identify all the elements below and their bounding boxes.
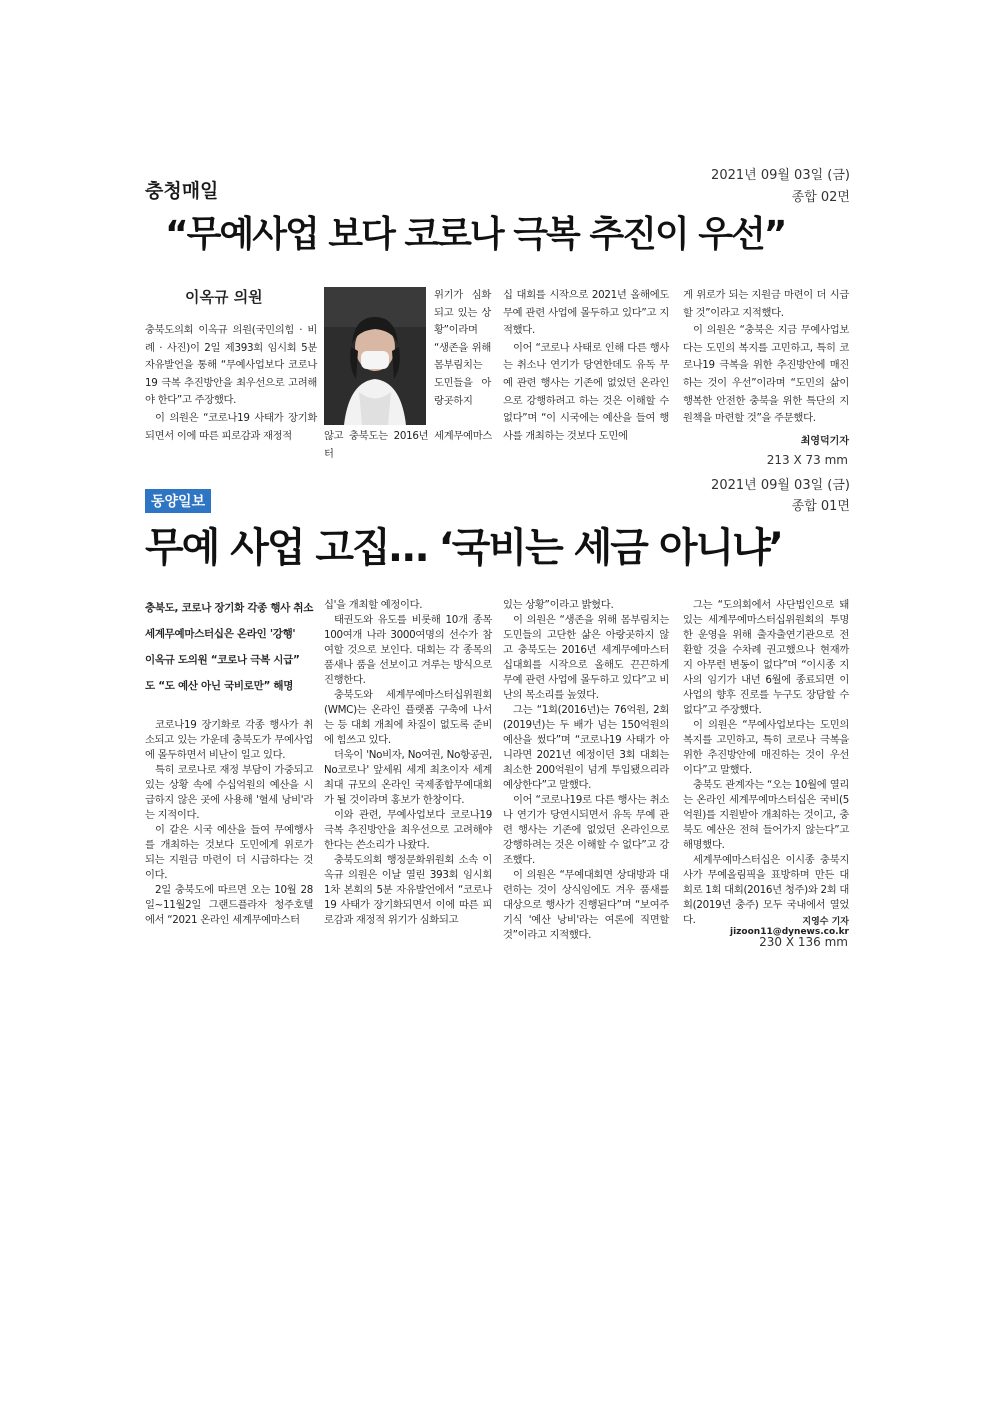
article1-column-4 [683,287,849,428]
paragraph: 십'을 개최할 예정이다. [324,599,423,611]
article1-headline: “무예사업 보다 코로나 극복 추진이 우선” [165,214,786,255]
paragraph: 충북도와 세계무예마스터십위원회(WMC)는 온라인 플랫폼 구축에 나서는 등 대회 개최에 차질이 없도록 준비에 힘쓰고 있다. [324,689,492,746]
article2-reporter: 지영수 기자 jizoon11@dynews.co.kr [730,917,849,937]
paragraph: 이 의원은 “생존을 위해 몸부림치는 도민들의 고단한 삶은 아랑곳하지 않고 충북도는 2016년 세계무예마스터십대회를 시작으로 올해도 끈끈하게 무예 관련 사업에 몰두하고 있다”고 비난의 목소리를 높였다. [503,614,669,701]
paragraph: 세계무예마스터십은 이시종 충북지사가 무예올림픽을 표방하며 만든 대회로 1회 대회(2016년 청주)와 2회 대회(2019년 충주) 모두 국내에서 열었다. [683,854,849,926]
paragraph: 있는 상황”이라고 밝혔다. [503,599,614,611]
paragraph: 게 위로가 되는 지원금 마련이 더 시급할 것”이라고 지적했다. [683,289,849,319]
paragraph: 이 의원은 “코로나19 사태가 장기화되면서 이에 따른 피로감과 재정적 [145,411,317,442]
person-photo-icon [324,287,426,425]
paragraph: 그는 “1회(2016년)는 76억원, 2회(2019년)는 두 배가 넘는 150억원의 예산을 썼다”며 “코로나19 사태가 아니라면 2021년 예정이던 3회 대회는 최소한 200억원이 넘게 투입됐으리라 예상한다”고 말했다. [503,704,669,791]
article2-headline: 무예 사업 고집… ‘국비는 세금 아니냐’ [145,525,782,571]
paragraph: 이 의원은 “무예대회면 상대방과 대련하는 것이 상식임에도 겨우 품새를 대상으로 행사가 진행된다”며 “보여주기식 '예산 낭비'라는 여론에 직면할 것”이라고 지적했다. [503,869,669,941]
subhead: 도 “도 예산 아닌 국비로만” 해명 [145,680,294,692]
article1-section: 종합 02면 [791,190,850,205]
article2-date: 2021년 09월 03일 (금) [711,478,850,493]
article2-column-4 [683,598,849,928]
article2-size: 230 X 136 mm [759,935,848,949]
paragraph: 충북도의회 행정문화위원회 소속 이옥규 의원은 이날 열린 393회 임시회 1차 본회의 5분 자유발언에서 “코로나19 사태가 장기화되면서 이에 따른 피로감과 재정적 위기가 심화되고 [324,854,492,926]
paragraph: 이 의원은 “무예사업보다는 도민의 복지를 고민하고, 특히 코로나 극복을 위한 추진방안에 매진하는 것이 우선이다”고 말했다. [683,719,849,776]
paragraph: 이 의원은 “충북은 지금 무예사업보다는 도민의 복지를 고민하고, 특히 코로나19 극복을 위한 추진방안에 매진하는 것이 우선”이라며 “도민의 삶이 행복한 안전한 충북을 위한 특단의 지원책을 마련할 것”을 주문했다. [683,324,849,425]
paragraph: 이어 “코로나19로 다른 행사는 취소나 연기가 당연시되면서 유독 무예 관련 행사는 기존에 없었던 온라인으로 강행하려는 것은 이해할 수 없다”고 강조했다. [503,794,669,866]
paragraph: 태권도와 유도를 비롯해 10개 종목 100여개 나라 3000여명의 선수가 참여할 것으로 보인다. 대회는 각 종목의 품새나 품을 선보이고 겨루는 방식으로 진행한다. [324,614,492,686]
article1-column-2b [324,428,492,463]
article2-column-1 [145,718,313,928]
paragraph: 충북도 관계자는 “오는 10월에 열리는 온라인 세계무예마스터십은 국비(5억원)를 지원받아 개최하는 것이고, 충북도 예산은 전혀 들어가지 않는다”고 해명했다. [683,779,849,851]
article2-section: 종합 01면 [791,499,850,514]
article2-subheads [145,595,317,699]
paragraph: 더욱이 'No비자, No여권, No항공권, No코로나' 앞세워 세계 최초이자 세계 최대 규모의 온라인 국제종합무예대회가 될 것이라며 홍보가 한창이다. [324,749,492,806]
subhead: 세계무예마스터십은 온라인 '강행' [145,628,296,640]
paragraph: 2일 충북도에 따르면 오는 10월 28일~11월2일 그랜드플라자 청주호텔에서 “2021 온라인 세계무예마스터 [145,884,313,926]
article1-column-3 [503,287,669,445]
article2-newspaper-logo: 동양일보 [145,489,211,513]
article1-date: 2021년 09월 03일 (금) [711,168,850,183]
article1-column-1 [145,322,317,445]
subhead: 이옥규 도의원 “코로나 극복 시급” [145,654,300,666]
paragraph: 충북도의회 이옥규 의원(국민의힘 · 비례 · 사진)이 2일 제393회 임시회 5분 자유발언을 통해 “무예사업보다 코로나19 극복 추진방안을 최우선으로 고려해야 한다”고 주장했다. [145,324,317,407]
paragraph: 이 같은 시국 예산을 들여 무예행사를 개최하는 것보다 도민에게 위로가 되는 지원금 마련이 더 시급하다는 것이다. [145,824,313,881]
paragraph: 이와 관련, 무예사업보다 코로나19 극복 추진방안을 최우선으로 고려해야 한다는 쓴소리가 나왔다. [324,809,492,851]
article2-column-2 [324,598,492,928]
paragraph: 코로나19 장기화로 각종 행사가 취소되고 있는 가운데 충북도가 무예사업에 몰두하면서 비난이 일고 있다. [145,719,313,761]
paragraph: 않고 충북도는 2016년 세계무예마스터 [324,430,492,460]
paragraph: 위기가 심화되고 있는 상황”이라며 “생존을 위해 몸부림치는 도민들을 아랑곳하지 [434,289,491,407]
article1-column-2a [434,287,491,410]
subhead: 충북도, 코로나 장기화 각종 행사 취소 [145,602,314,614]
paragraph: 그는 “도의회에서 사단법인으로 돼 있는 세계무예마스터십위원회의 투명한 운영을 위해 출자출연기관으로 전환할 것을 수차례 권고했으나 현재까지 아무런 변동이 없다”며 “이시종 지사의 임기가 내년 6월에 종료되면 이 사업의 향후 진로를 누구도 장담할 수 없다”고 주장했다. [683,599,849,716]
article1-newspaper-logo: 충청매일 [145,180,219,202]
paragraph: 십 대회를 시작으로 2021년 올해에도 무예 관련 사업에 몰두하고 있다”고 지적했다. [503,289,669,337]
legislator-photo [324,287,426,425]
article1-size: 213 X 73 mm [766,453,848,467]
article2-column-3 [503,598,669,943]
article1-byline: 이옥규 의원 [185,288,263,306]
paragraph: 특히 코로나로 재정 부담이 가중되고 있는 상황 속에 수십억원의 예산을 시급하지 않은 곳에 사용해 '혈세 낭비'라는 지적이다. [145,764,313,821]
article1-reporter: 최영덕기자 [800,436,849,447]
paragraph: 이어 “코로나 사태로 인해 다른 행사는 취소나 연기가 당연한데도 유독 무예 관련 행사는 기존에 없었던 온라인으로 강행하려고 하는 것은 이해할 수 없다”며 “이 시국에는 예산을 들여 행사를 개최하는 것보다 도민에 [503,341,669,442]
